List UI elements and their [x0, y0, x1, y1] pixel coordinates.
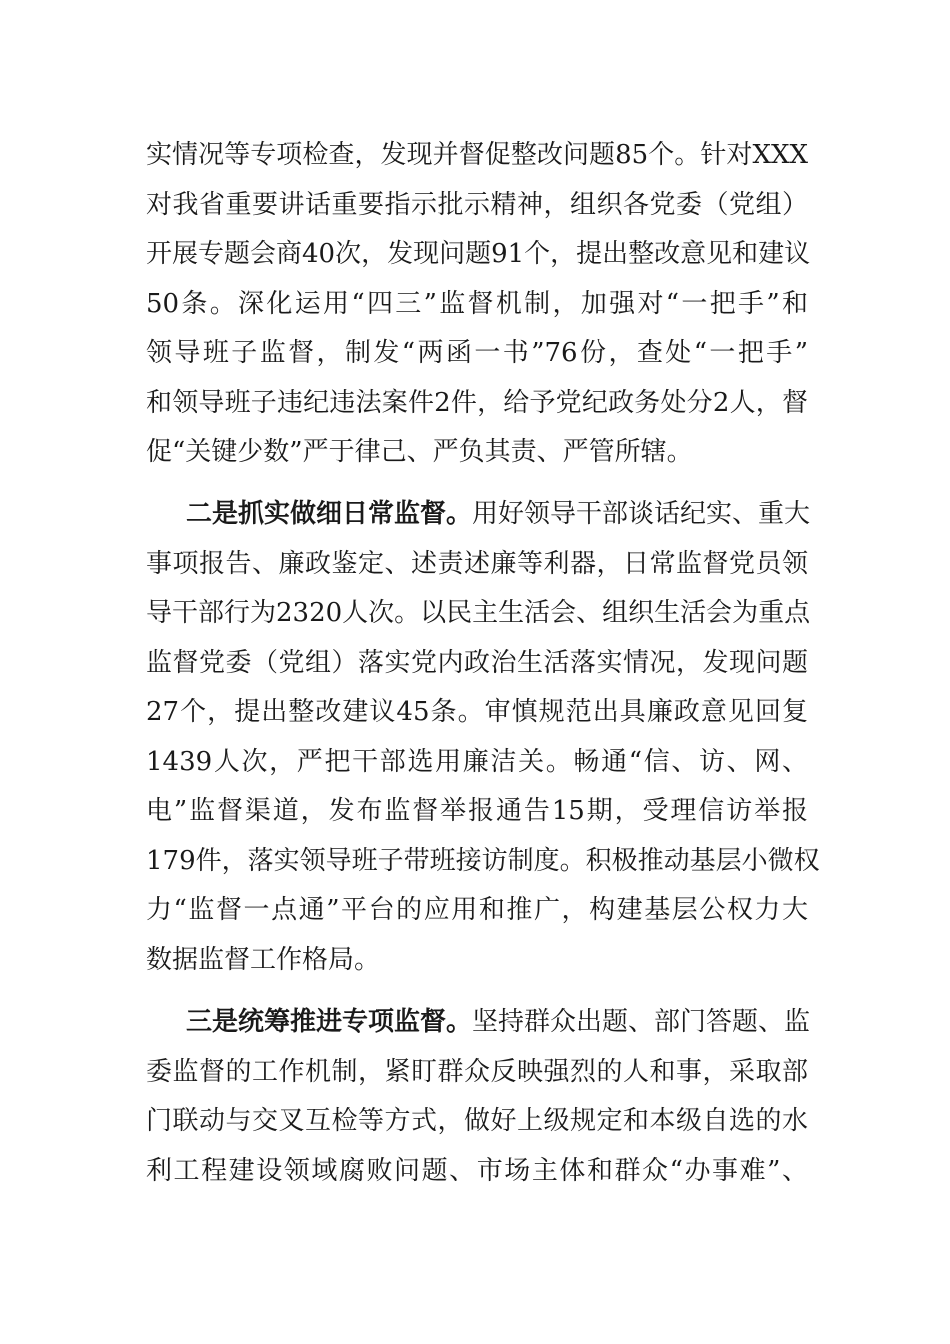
paragraph-line: 50条。深化运用“四三”监督机制，加强对“一把手”和 [146, 288, 808, 319]
paragraph-line: 电”监督渠道，发布监督举报通告15期，受理信访举报 [146, 796, 808, 826]
paragraph-lead-heading: 二是抓实做细日常监督。 [186, 499, 473, 529]
paragraph-2 [146, 490, 820, 985]
paragraph-line: 导干部行为2320人次。以民主生活会、组织生活会为重点 [146, 598, 811, 628]
paragraph-line: 事项报告、廉政鉴定、述责述廉等利器，日常监督党员领 [146, 548, 808, 579]
paragraph-first-line [146, 998, 811, 1048]
paragraph-line: 力“监督一点通”平台的应用和推广，构建基层公权力大 [146, 895, 808, 925]
paragraph-first-line-text: 坚持群众出题、部门答题、监 [472, 1007, 811, 1037]
paragraph-line: 数据监督工作格局。 [146, 944, 381, 975]
paragraph-line: 促“关键少数”严于律己、严负其责、严管所辖。 [146, 437, 693, 467]
paragraph-line: 对我省重要讲话重要指示批示精神，组织各党委（党组） [146, 189, 808, 220]
paragraph-lead-heading: 三是统筹推进专项监督。 [186, 1007, 473, 1037]
paragraph-line: 门联动与交叉互检等方式，做好上级规定和本级自选的水 [146, 1106, 808, 1136]
paragraph-line: 179件，落实领导班子带班接访制度。积极推动基层小微权 [146, 845, 820, 876]
paragraph-line: 27个，提出整改建议45条。审慎规范出具廉政意见回复 [146, 697, 808, 727]
paragraph-first-line [146, 490, 811, 540]
paragraph-first-line-text: 用好领导干部谈话纪实、重大 [472, 499, 811, 529]
paragraph-line: 领导班子监督，制发“两函一书”76份，查处“一把手” [146, 338, 808, 368]
paragraph-3 [146, 998, 811, 1196]
paragraph-line: 和领导班子违纪违法案件2件，给予党纪政务处分2人，督 [146, 387, 808, 418]
paragraph-line: 利工程建设领域腐败问题、市场主体和群众“办事难”、 [146, 1155, 808, 1186]
paragraph-1 [146, 131, 811, 478]
paragraph-line: 委监督的工作机制，紧盯群众反映强烈的人和事，采取部 [146, 1056, 808, 1087]
paragraph-line: 1439人次，严把干部选用廉洁关。畅通“信、访、网、 [146, 746, 808, 777]
paragraph-line: 监督党委（党组）落实党内政治生活落实情况，发现问题 [146, 647, 808, 678]
paragraph-line: 实情况等专项检查，发现并督促整改问题85个。针对XXX [146, 140, 808, 170]
paragraph-line: 开展专题会商40次，发现问题91个，提出整改意见和建议 [146, 239, 811, 269]
